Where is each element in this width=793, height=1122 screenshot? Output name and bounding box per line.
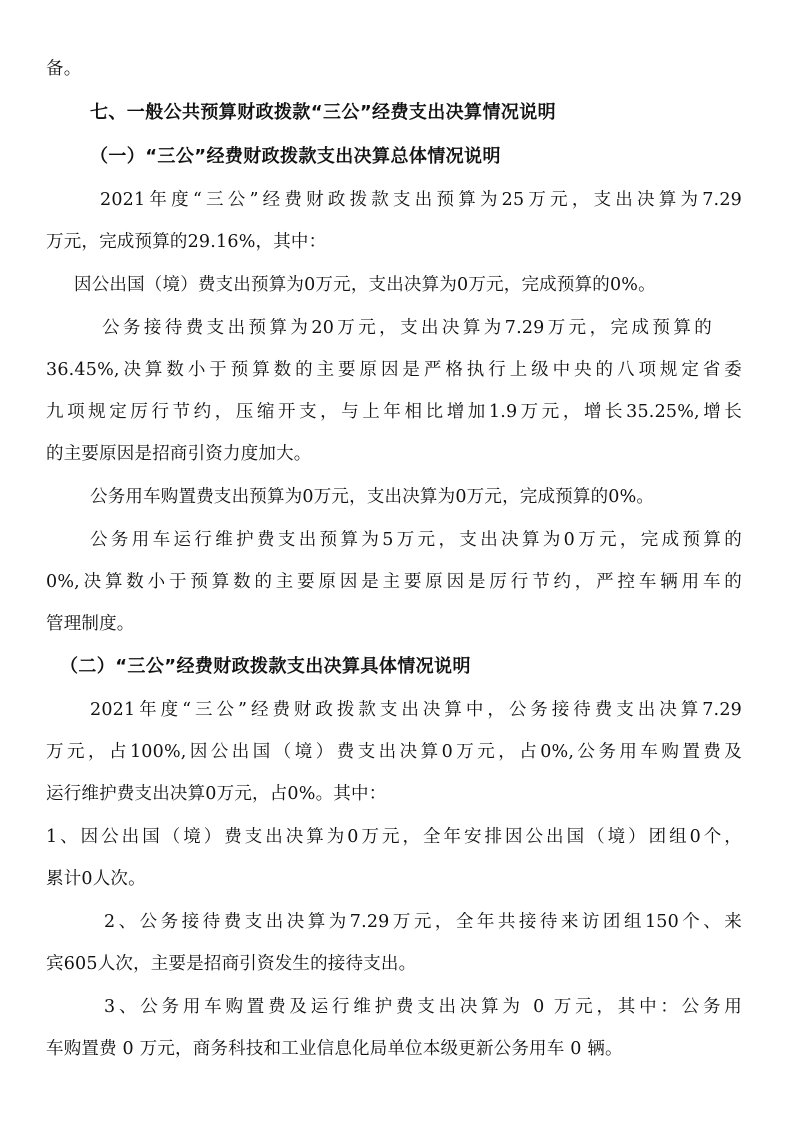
- paragraph-line: 九项规定厉行节约，压缩开支，与上年相比增加1.9万元，增长35.25%,增长: [46, 402, 742, 422]
- paragraph-line: 的主要原因是招商引资力度加大。: [46, 444, 312, 464]
- paragraph-line: 管理制度。: [46, 614, 135, 634]
- list-item-two-continued: 宾605人次，主要是招商引资发生的接待支出。: [46, 954, 417, 974]
- paragraph-line: 万元，占100%,因公出国（境）费支出决算0万元，占0%,公务用车购置费及: [46, 742, 742, 762]
- subsection-heading-two: （二）“三公”经费财政拨款支出决算具体情况说明: [60, 656, 471, 677]
- list-item-one: 1、因公出国（境）费支出决算为0万元，全年安排因公出国（境）团组0个，: [46, 827, 742, 847]
- paragraph-line: 2021年度“三公”经费财政拨款支出决算中，公务接待费支出决算7.29: [90, 700, 742, 720]
- list-item-three-continued: 车购置费 0 万元，商务科技和工业信息化局单位本级更新公务用车 0 辆。: [46, 1039, 623, 1059]
- list-item-one-continued: 累计0人次。: [46, 869, 146, 889]
- paragraph-line: 公务用车运行维护费支出预算为5万元，支出决算为0万元，完成预算的: [90, 530, 742, 550]
- list-item-two: 2、公务接待费支出决算为7.29万元，全年共接待来访团组150个、来: [104, 912, 742, 932]
- paragraph-line: 因公出国（境）费支出预算为0万元，支出决算为0万元，完成预算的0%。: [74, 275, 656, 295]
- paragraph-line: 运行维护费支出决算0万元，占0%。其中：: [46, 784, 387, 804]
- text-line-continuation: 备。: [46, 59, 82, 79]
- paragraph-line: 万元，完成预算的29.16%，其中：: [46, 232, 327, 252]
- list-item-three: 3、公务用车购置费及运行维护费支出决算为 0 万元，其中：公务用: [104, 997, 742, 1017]
- paragraph-line: 2021年度“三公”经费财政拨款支出预算为25万元，支出决算为7.29: [100, 190, 742, 210]
- paragraph-line: 公务用车购置费支出预算为0万元，支出决算为0万元，完成预算的0%。: [90, 487, 655, 507]
- subsection-heading-one: （一）“三公”经费财政拨款支出决算总体情况说明: [90, 146, 501, 167]
- paragraph-line: 0%,决算数小于预算数的主要原因是主要原因是厉行节约，严控车辆用车的: [46, 572, 742, 592]
- section-heading-seven: 七、一般公共预算财政拨款“三公”经费支出决算情况说明: [90, 102, 557, 123]
- paragraph-line: 36.45%,决算数小于预算数的主要原因是严格执行上级中央的八项规定省委: [46, 360, 742, 380]
- paragraph-line: 公务接待费支出预算为20万元，支出决算为7.29万元，完成预算的: [102, 318, 712, 338]
